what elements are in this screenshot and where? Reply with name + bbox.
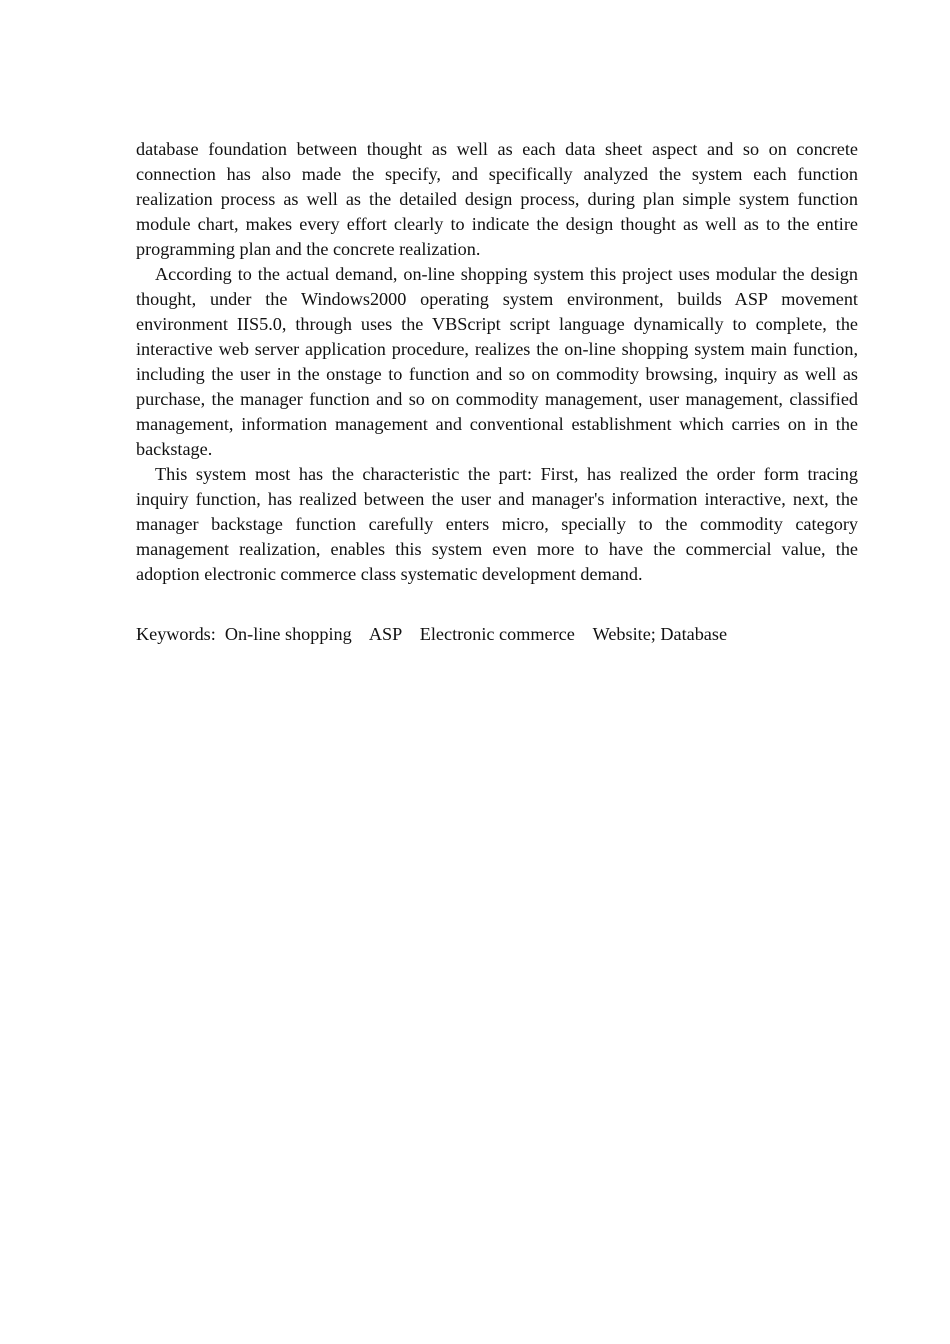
abstract-paragraph-2: According to the actual demand, on-line shopping system this project uses modular the design thought, under the Windows2000 operating system environment, builds ASP movement environment IIS5.0, through uses the VBScript script language dynamically to complete, the interactive web server application procedure, realizes the on-line shopping system main function, including the user in the onstage to function and so on commodity browsing, inquiry as well as purchase, the manager function and so on commodity management, user management, classified management, information management and conventional establishment which carries on in the backstage. (136, 264, 858, 459)
keywords-list: On-line shopping ASP Electronic commerce Website; Database (224, 624, 728, 644)
keywords-label: Keywords: (136, 624, 216, 644)
abstract-paragraph-1: database foundation between thought as well as each data sheet aspect and so on concrete connection has also made the specify, and specifically analyzed the system each function realization process as well as the detailed design process, during plan simple system function module chart, makes every effort clearly to indicate the design thought as well as to the entire programming plan and the concrete realization. (136, 139, 858, 259)
keywords-line (136, 622, 858, 647)
abstract-body (136, 137, 858, 647)
abstract-paragraph-3: This system most has the characteristic the part: First, has realized the order form tracing inquiry function, has realized between the user and manager's information interactive, next, the manager backstage function carefully enters micro, specially to the commodity category management realization, enables this system even more to have the commercial value, the adoption electronic commerce class systematic development demand. (136, 464, 858, 584)
